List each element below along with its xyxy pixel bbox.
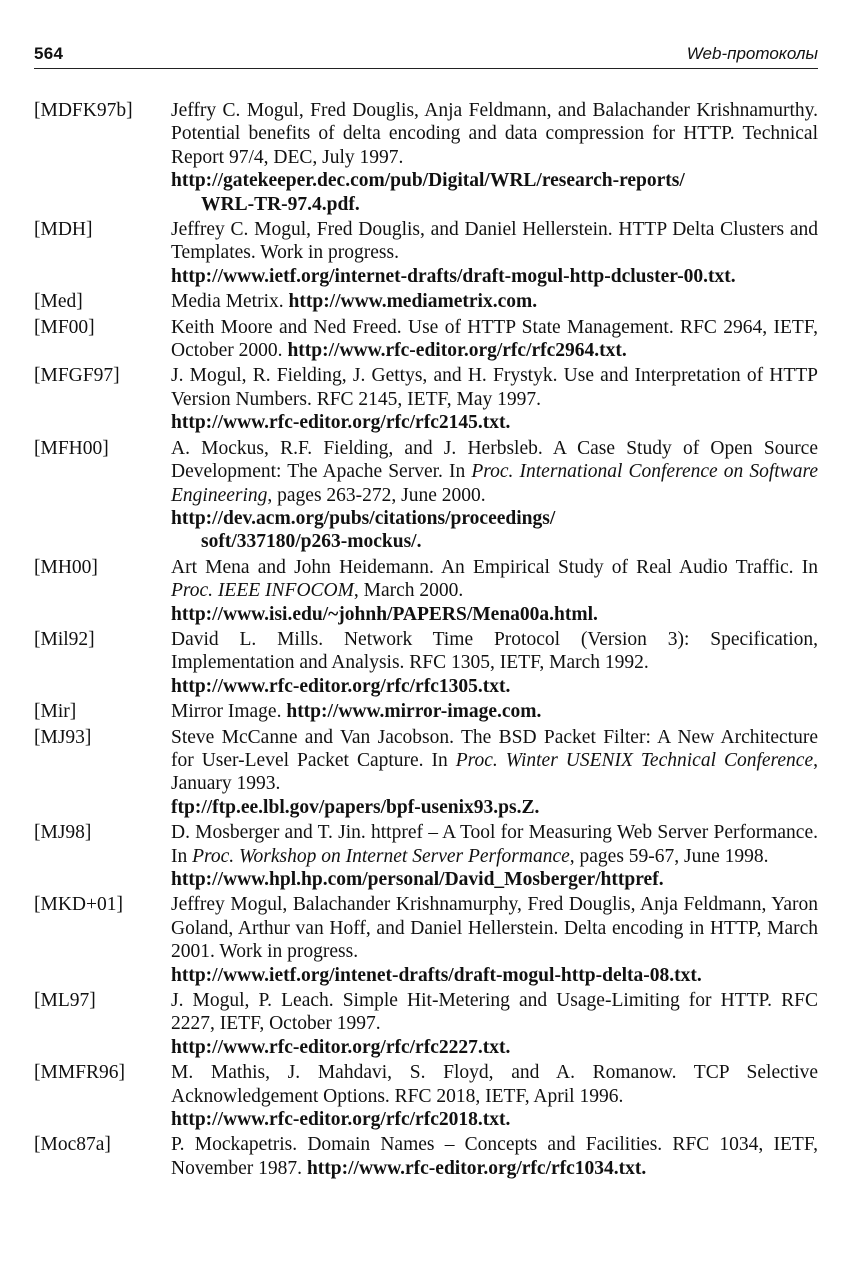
reference-body	[171, 218, 818, 288]
reference-key: [MKD+01]	[34, 894, 123, 916]
reference-text-part: , pages 59-67, June 1998.	[569, 845, 769, 867]
reference-key: [Mir]	[34, 701, 77, 723]
reference-text: Mirror Image.	[171, 701, 282, 723]
reference-body	[171, 893, 818, 987]
reference-url-continued: WRL-TR-97.4.pdf.	[201, 193, 360, 215]
reference-url: http://www.rfc-editor.org/rfc/rfc2145.txt.	[171, 412, 511, 434]
reference-url: http://www.isi.edu/~johnh/PAPERS/Mena00a.html.	[171, 603, 598, 625]
reference-body	[171, 821, 818, 891]
reference-url: http://www.rfc-editor.org/rfc/rfc2018.txt.	[171, 1109, 511, 1131]
reference-key: [MF00]	[34, 316, 95, 338]
reference-text: Jeffry C. Mogul, Fred Douglis, Anja Feldmann, and Balachander Krishnamurthy. Potential benefits of delta encoding and data compression for HTTP. Technical Report 97/4, DEC, July 1997.	[171, 100, 818, 168]
reference-venue: Proc. Workshop on Internet Server Performance	[192, 845, 570, 867]
reference-url: http://www.ietf.org/intenet-drafts/draft-mogul-http-delta-08.txt.	[171, 964, 702, 986]
reference-text: Media Metrix.	[171, 291, 284, 313]
reference-text: P. Mockapetris. Domain Names – Concepts and Facilities. RFC 1034, IETF, November 1987.	[171, 1134, 818, 1179]
reference-entry	[34, 556, 818, 626]
reference-venue: Proc. IEEE INFOCOM	[171, 580, 354, 602]
reference-entry	[34, 290, 818, 313]
reference-text-part: D. Mosberger and T. Jin. httpref – A Tool for Measuring Web Server Performance. In	[171, 822, 818, 867]
reference-text: J. Mogul, P. Leach. Simple Hit-Metering and Usage-Limiting for HTTP. RFC 2227, IETF, October 1997.	[171, 990, 818, 1035]
reference-body	[171, 99, 818, 216]
reference-key: [Med]	[34, 291, 83, 313]
reference-body	[171, 437, 818, 554]
reference-text: M. Mathis, J. Mahdavi, S. Floyd, and A. Romanow. TCP Selective Acknowledgement Options. RFC 2018, IETF, April 1996.	[171, 1062, 818, 1107]
reference-text-part: , March 2000.	[353, 580, 464, 602]
reference-body	[171, 556, 818, 626]
reference-text: Jeffrey C. Mogul, Fred Douglis, and Daniel Hellerstein. HTTP Delta Clusters and Templates. Work in progress.	[171, 219, 818, 264]
reference-list	[34, 99, 818, 1182]
reference-key: [Moc87a]	[34, 1134, 111, 1156]
reference-body	[171, 700, 818, 723]
reference-key: [MMFR96]	[34, 1062, 126, 1084]
reference-key: [MFH00]	[34, 437, 109, 459]
reference-body	[171, 989, 818, 1059]
reference-key: [MH00]	[34, 556, 98, 578]
reference-text-part: A. Mockus, R.F. Fielding, and J. Herbsleb. A Case Study of Open Source Development: The Apache Server. In	[171, 437, 818, 483]
reference-body	[171, 290, 818, 313]
reference-entry	[34, 218, 818, 288]
reference-body	[171, 726, 818, 820]
reference-url: http://gatekeeper.dec.com/pub/Digital/WRL/research-reports/	[171, 170, 685, 192]
reference-body	[171, 1133, 818, 1180]
reference-text: Keith Moore and Ned Freed. Use of HTTP State Management. RFC 2964, IETF, October 2000.	[171, 316, 818, 362]
reference-body	[171, 628, 818, 698]
reference-text: Jeffrey Mogul, Balachander Krishnamurphy, Fred Douglis, Anja Feldmann, Yaron Goland, Arthur van Hoff, and Daniel Hellerstein. Delta encoding in HTTP, March 2001. Work in progress.	[171, 894, 818, 963]
reference-key: [ML97]	[34, 990, 96, 1012]
reference-entry	[34, 316, 818, 363]
reference-body	[171, 316, 818, 363]
reference-body	[171, 364, 818, 434]
running-title: Web-протоколы	[686, 44, 818, 63]
reference-text: J. Mogul, R. Fielding, J. Gettys, and H. Frystyk. Use and Interpretation of HTTP Version Numbers. RFC 2145, IETF, May 1997.	[171, 365, 818, 410]
reference-key: [MJ93]	[34, 726, 92, 748]
reference-text-part: Steve McCanne and Van Jacobson. The BSD Packet Filter: A New Architecture for User-Level Packet Capture. In	[171, 726, 818, 771]
reference-venue: Proc. International Conference on Software Engineering	[171, 461, 818, 506]
reference-entry	[34, 989, 818, 1059]
reference-venue: Proc. Winter USENIX Technical Conference	[455, 749, 814, 771]
reference-entry	[34, 700, 818, 723]
reference-text-part: Art Mena and John Heidemann. An Empirical Study of Real Audio Traffic. In	[171, 556, 818, 578]
reference-entry	[34, 437, 818, 554]
reference-url: http://www.rfc-editor.org/rfc/rfc2964.txt.	[287, 340, 627, 362]
reference-url: http://www.rfc-editor.org/rfc/rfc1305.txt.	[171, 675, 511, 697]
reference-url: http://dev.acm.org/pubs/citations/proceedings/	[171, 507, 556, 529]
page-number: 564	[34, 44, 64, 63]
reference-entry	[34, 364, 818, 434]
reference-key: [MJ98]	[34, 822, 92, 844]
reference-url: http://www.rfc-editor.org/rfc/rfc1034.txt.	[306, 1157, 647, 1179]
reference-text	[171, 556, 818, 603]
reference-entry	[34, 1133, 818, 1180]
reference-entry	[34, 726, 818, 820]
reference-url: http://www.mediametrix.com.	[288, 291, 538, 313]
reference-text	[171, 437, 818, 507]
reference-key: [Mil92]	[34, 628, 95, 650]
reference-entry	[34, 1061, 818, 1131]
reference-url: http://www.mirror-image.com.	[286, 701, 542, 723]
reference-text: David L. Mills. Network Time Protocol (Version 3): Specification, Implementation and Analysis. RFC 1305, IETF, March 1992.	[171, 628, 818, 674]
reference-url: ftp://ftp.ee.lbl.gov/papers/bpf-usenix93.ps.Z.	[171, 796, 540, 818]
reference-key: [MFGF97]	[34, 365, 120, 387]
reference-key: [MDH]	[34, 219, 93, 241]
reference-entry	[34, 628, 818, 698]
page-header	[34, 40, 818, 69]
reference-text	[171, 821, 818, 868]
reference-text	[171, 726, 818, 796]
reference-key: [MDFK97b]	[34, 100, 133, 121]
reference-body	[171, 1061, 818, 1131]
reference-url: http://www.rfc-editor.org/rfc/rfc2227.txt.	[171, 1036, 511, 1058]
reference-entry	[34, 99, 818, 216]
reference-text-part: , January 1993.	[171, 749, 818, 795]
reference-entry	[34, 893, 818, 987]
reference-url: http://www.ietf.org/internet-drafts/draft-mogul-http-dcluster-00.txt.	[171, 265, 736, 287]
reference-url-continued: soft/337180/p263-mockus/.	[201, 531, 422, 553]
reference-url: http://www.hpl.hp.com/personal/David_Mosberger/httpref.	[171, 869, 664, 890]
reference-text-part: , pages 263-272, June 2000.	[267, 484, 486, 506]
reference-entry	[34, 821, 818, 891]
